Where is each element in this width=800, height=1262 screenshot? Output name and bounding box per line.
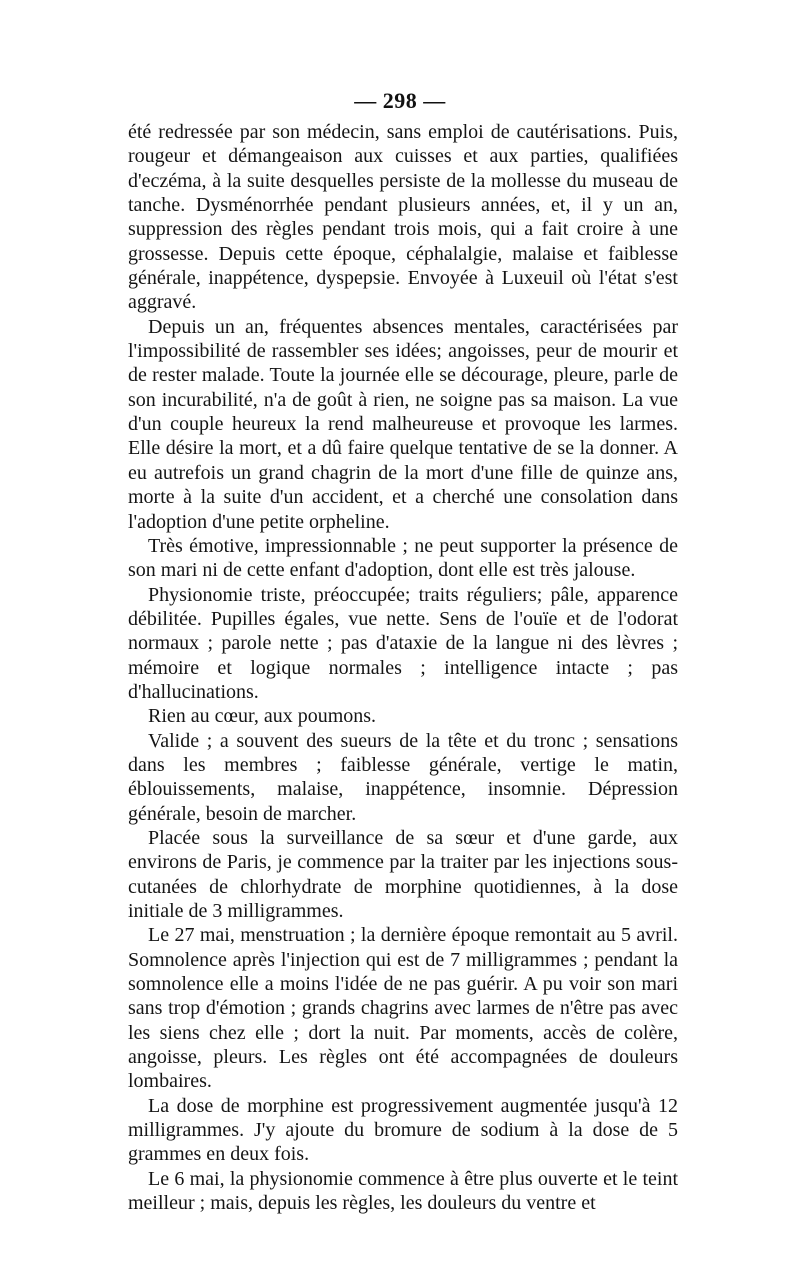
page-number: — 298 —	[354, 88, 446, 113]
paragraph-mental-absences: Depuis un an, fréquentes absences mentales, caractérisées par l'impossibilité de rassembler ses idées; angoisses, peur de mourir et de rester malade. Toute la journée elle se décourage, pleure, parle de son incurabilité, n'a de goût à rien, ne soigne pas sa maison. La vue d'un couple heureux la rend malheureuse et provoque les larmes. Elle désire la mort, et a dû faire quelque tentative de se la donner. A eu autrefois un grand chagrin de la mort d'une fille de quinze ans, morte à la suite d'un accident, et a cherché une consolation dans l'adoption d'une petite orpheline.	[128, 315, 678, 533]
paragraph-emotive: Très émotive, impressionnable ; ne peut supporter la présence de son mari ni de cette enfant d'adoption, dont elle est très jalouse.	[128, 534, 678, 582]
paragraph-dose: La dose de morphine est progressivement augmentée jusqu'à 12 milligrammes. J'y ajoute du bromure de sodium à la dose de 5 grammes en deux fois.	[128, 1094, 678, 1166]
paragraph-continuation: été redressée par son médecin, sans emploi de cautérisations. Puis, rougeur et démangeaison aux cuisses et aux parties, qualifiées d'eczéma, à la suite desquelles persiste de la mollesse du museau de tanche. Dysménorrhée pendant plusieurs années, et, il y un an, suppression des règles pendant trois mois, qui a fait croire à une grossesse. Depuis cette époque, céphalalgie, malaise et faiblesse générale, inappétence, dyspepsie. Envoyée à Luxeuil où l'état s'est aggravé.	[128, 121, 678, 314]
paragraph-6-mai: Le 6 mai, la physionomie commence à être plus ouverte et le teint meilleur ; mais, depuis les règles, les douleurs du ventre et	[128, 1167, 678, 1215]
paragraph-27-mai: Le 27 mai, menstruation ; la dernière époque remontait au 5 avril. Somnolence après l'injection qui est de 7 milligrammes ; pendant la somnolence elle a moins l'idée de ne pas guérir. A pu voir son mari sans trop d'émotion ; grands chagrins avec larmes de n'être pas avec les siens chez elle ; dort la nuit. Par moments, accès de colère, angoisse, pleurs. Les règles ont été accompagnées de douleurs lombaires.	[128, 924, 678, 1093]
paragraph-valide: Valide ; a souvent des sueurs de la tête et du tronc ; sensations dans les membres ; faiblesse générale, vertige le matin, éblouissements, malaise, inappétence, insomnie. Dépression générale, besoin de marcher.	[128, 729, 678, 825]
paragraph-heart-lungs: Rien au cœur, aux poumons.	[148, 705, 377, 728]
paragraph-physiognomy: Physionomie triste, préoccupée; traits réguliers; pâle, apparence débilitée. Pupilles égales, vue nette. Sens de l'ouïe et de l'odorat normaux ; parole nette ; pas d'ataxie de la langue ni des lèvres ; mémoire et logique normales ; intelligence intacte ; pas d'hallucinations.	[128, 583, 678, 703]
paragraph-treatment: Placée sous la surveillance de sa sœur et d'une garde, aux environs de Paris, je commence par la traiter par les injections sous-cutanées de chlorhydrate de morphine quotidiennes, à la dose initiale de 3 milligrammes.	[128, 826, 678, 922]
body-text	[128, 120, 678, 1215]
